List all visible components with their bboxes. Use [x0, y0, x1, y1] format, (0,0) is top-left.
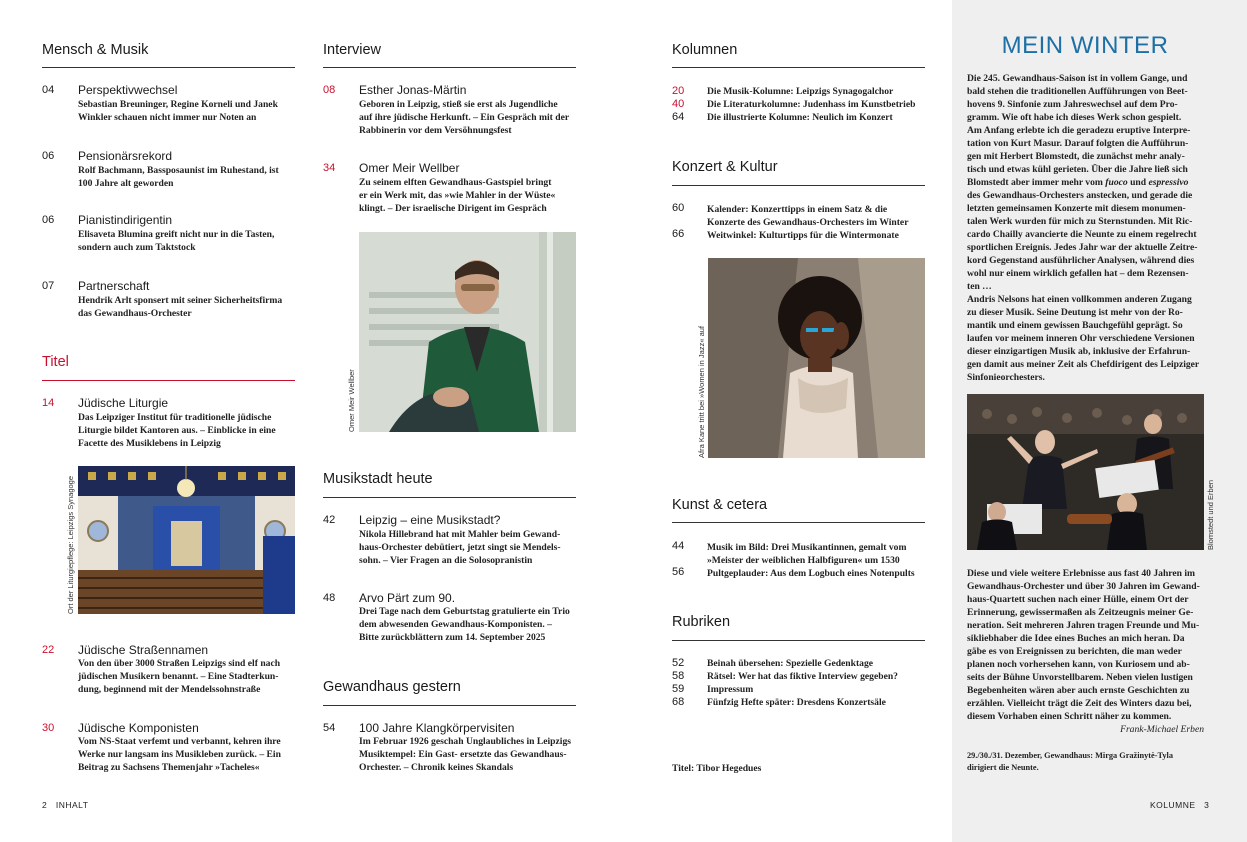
concert-note: 29./30./31. Dezember, Gewandhaus: Mirga Gražinytė-Tyla dirigiert die Neunte. [967, 751, 1174, 772]
page-number: 07 [42, 280, 55, 292]
column-text-part2: Diese und viele weitere Erlebnisse aus fast 40 Jahren im Gewandhaus-Orchester und über 30 Jahren im Gewand- haus-Quartett suchen nach einer Hülle, einem Ort der Erinnerung, gewissermaßen als Zeitzeugnis meiner Ge- neration. Seit mehreren Jahren tragen Freunde und Mu- sikliebhaber die Idee eines Buches an mich heran. Da gäbe es von Ereignissen zu berichten, die man weder planen noch vorhersehen kann, von Kuriosem und ab- seits der Bühne Unvorstellbarem. Neben vielen lustigen Begebenheiten wären aber auch ernste Geschichten zu erzählen. Vielleicht trägt die Zeit des Winters dazu bei, diesem Vorhaben einen Schritt näher zu kommen. [967, 568, 1200, 722]
rubrik-entry: Impressum [707, 684, 754, 695]
section-heading-konzert-kultur: Konzert & Kultur [672, 159, 778, 175]
page-number: 22 [42, 644, 55, 656]
kolumne-entry: Die Literaturkolumne: Judenhass im Kunstbetrieb [707, 99, 916, 110]
article-title: Jüdische Komponisten [78, 721, 199, 735]
article-desc: Zu seinem elften Gewandhaus-Gastspiel bringt er ein Werk mit, das »wie Mahler in der Wüste« klingt. – Der israelische Dirigent im Gespräch [359, 177, 556, 214]
folio-label: INHALT [55, 800, 89, 810]
folio-number: 2 [42, 800, 48, 810]
article-desc: Hendrik Arlt sponsert mit seiner Sicherheitsfirma das Gewandhaus-Orchester [78, 295, 283, 319]
page-number: 56 [672, 566, 685, 578]
section-rule [323, 705, 576, 706]
article-title: Omer Meir Wellber [359, 161, 460, 175]
article-title: Esther Jonas-Märtin [359, 83, 467, 97]
section-heading-kunst-cetera: Kunst & cetera [672, 497, 768, 513]
page-number: 04 [42, 84, 55, 96]
page-number: 20 [672, 85, 685, 97]
section-heading-titel: Titel [42, 354, 69, 370]
article-title: Perspektivwechsel [78, 83, 178, 97]
section-heading-musikstadt: Musikstadt heute [323, 471, 433, 487]
section-rule [323, 67, 576, 68]
rubrik-entry: Rätsel: Wer hat das fiktive Interview gegeben? [707, 671, 898, 682]
section-rule [672, 640, 925, 641]
konzert-entry: Kalender: Konzerttipps in einem Satz & die Konzerte des Gewandhaus-Orchesters im Winter [707, 204, 909, 228]
section-rule [42, 67, 295, 68]
column-sidebar-mein-winter [952, 0, 1247, 842]
page-number: 14 [42, 397, 55, 409]
synagogue-photo [78, 466, 295, 614]
article-desc: Das Leipziger Institut für traditionelle jüdische Liturgie bildet Kantoren aus. – Einblicke in eine Facette des Musiklebens in Leipzig [78, 412, 276, 449]
column-author: Frank-Michael Erben [1120, 724, 1204, 735]
folio-left [42, 800, 88, 810]
page-number: 34 [323, 162, 336, 174]
article-title: Partnerschaft [78, 279, 150, 293]
section-rule [323, 497, 576, 498]
photo-caption: Afra Kane tritt bei »Women in Jazz« auf [697, 325, 706, 458]
photo-caption: Blomstedt und Erben [1206, 479, 1215, 550]
article-desc: Sebastian Breuninger, Regine Korneli und Janek Winkler schauen nicht immer nur Noten an [78, 99, 278, 123]
konzert-entry: Weitwinkel: Kulturtipps für die Wintermonate [707, 230, 899, 241]
kolumne-entry: Die illustrierte Kolumne: Neulich im Konzert [707, 112, 893, 123]
page-number: 08 [323, 84, 336, 96]
article-title: Pensionärsrekord [78, 149, 173, 163]
page-number: 42 [323, 514, 336, 526]
page-number: 64 [672, 111, 685, 123]
page-number: 60 [672, 202, 685, 214]
page-number: 40 [672, 98, 685, 110]
section-heading-rubriken: Rubriken [672, 614, 731, 630]
article-desc: Vom NS-Staat verfemt und verbannt, kehren ihre Werke nur langsam ins Musikleben zurück. – Ein Beitrag zu Sachsens Themenjahr »Tacheles« [78, 736, 281, 773]
photo-caption: Omer Meir Wellber [347, 369, 356, 432]
article-title: Jüdische Straßennamen [78, 643, 209, 657]
folio-label: KOLUMNE [1150, 800, 1196, 810]
kunst-entry: Pultgeplauder: Aus dem Logbuch eines Notenpults [707, 568, 915, 579]
article-title: Jüdische Liturgie [78, 396, 169, 410]
article-desc: Geboren in Leipzig, stieß sie erst als Jugendliche auf ihre jüdische Herkunft. – Ein Gespräch mit der Rabbinerin vor dem Versöhnungsfest [359, 99, 570, 136]
section-heading-interview: Interview [323, 42, 382, 58]
column-title: MEIN WINTER [1001, 32, 1169, 59]
section-heading-kolumnen: Kolumnen [672, 42, 738, 58]
article-title: 100 Jahre Klangkörpervisiten [359, 721, 515, 735]
portrait-photo-kane [708, 258, 925, 458]
article-desc: Elisaveta Blumina greift nicht nur in die Tasten, sondern auch zum Taktstock [78, 229, 275, 253]
column-text-part1: Die 245. Gewandhaus-Saison ist in vollem Gange, und bald stehen die traditionellen Aufführungen von Beet- hovens 9. Sinfonie zum Jahreswechsel auf dem Pro- gramm. Wie oft habe ich dieses Werk schon gespielt. Am Anfang erlebte ich die geradezu eruptive Interpre- tation von Kurt Masur. Darauf folgten die Aufführun- gen mit Herbert Blomstedt, die zunächst mehr analy- tisch und etwas kühl gerieten. Über die Jahre ließ sich Blomstedt aber immer mehr vom fuoco und espressivo des Gewandhaus-Orchesters anstecken, und gerade die letzten gemeinsamen Konzerte mit diesem monumen- talen Werk wurden für mich zu Sternstunden. Mit Ric- cardo Chailly avancierte die Neunte zu einem regelrecht sportlichen Ereignis. Jedes Jahr war der aktuelle Zeitre- kord Gegenstand ausführlicher Analysen, während dies wohl nur einem wirklich gefallen hat – dem Rezensen- ten … Andris Nelsons hat einen vollkommen anderen Zugang zu dieser Musik. Seine Deutung ist mehr von der Ro- mantik und einem gewissen Bauchgefühl geprägt. So laufen vor meinem inneren Ohr verschiedene Versionen dieser einzigartigen Musik ab, inklusive der Erfahrun- gen damit aus meiner Zeit als Chefdirigent des Leipziger Sinfonieorchesters. [967, 73, 1200, 383]
page-number: 48 [323, 592, 336, 604]
section-heading-gewandhaus-gestern: Gewandhaus gestern [323, 679, 461, 695]
kunst-entry: Musik im Bild: Drei Musikantinnen, gemalt vom »Meister der weiblichen Halbfiguren« um 1530 [707, 542, 907, 566]
page-number: 66 [672, 228, 685, 240]
page-number: 68 [672, 696, 685, 708]
cover-credit: Titel: Tibor Hegedues [672, 763, 762, 774]
page-number: 06 [42, 150, 55, 162]
section-heading-mensch-musik: Mensch & Musik [42, 42, 149, 58]
section-rule [42, 380, 295, 381]
article-desc: Nikola Hillebrand hat mit Mahler beim Gewand- haus-Orchester debütiert, jetzt singt sie Mendels- sohn. – Vier Fragen an die Solosopranistin [359, 529, 561, 566]
folio-right [1150, 800, 1209, 810]
portrait-photo-wellber [359, 232, 576, 432]
rubrik-entry: Beinah übersehen: Spezielle Gedenktage [707, 658, 874, 669]
article-desc: Von den über 3000 Straßen Leipzigs sind elf nach jüdischen Musikern benannt. – Eine Stadterkun- dung, beginnend mit der Mendelssohnstraße [78, 658, 281, 695]
article-title: Leipzig – eine Musikstadt? [359, 513, 501, 527]
article-desc: Rolf Bachmann, Bassposaunist im Ruhestand, ist 100 Jahre alt geworden [78, 165, 279, 189]
page-number: 58 [672, 670, 685, 682]
page-number: 30 [42, 722, 55, 734]
page-number: 59 [672, 683, 685, 695]
article-desc: Im Februar 1926 geschah Unglaubliches in Leipzigs Musiktempel: Ein Gast- ersetzte das Gewandhaus- Orchester. – Chronik keines Skandals [359, 736, 571, 773]
concert-photo [967, 394, 1204, 550]
page-number: 06 [42, 214, 55, 226]
article-title: Pianistindirigentin [78, 213, 173, 227]
article-title: Arvo Pärt zum 90. [359, 591, 456, 605]
page-number: 52 [672, 657, 685, 669]
section-rule [672, 185, 925, 186]
page-number: 54 [323, 722, 336, 734]
page-number: 44 [672, 540, 685, 552]
rubrik-entry: Fünfzig Hefte später: Dresdens Konzertsäle [707, 697, 886, 708]
section-rule [672, 67, 925, 68]
article-desc: Drei Tage nach dem Geburtstag gratulierte ein Trio dem abwesenden Gewandhaus-Komponisten. – Bitte zurückblättern zum 14. September 2025 [359, 606, 570, 643]
photo-caption: Ort der Liturgiepflege: Leipzigs Synagoge [66, 475, 75, 614]
folio-number: 3 [1204, 800, 1210, 810]
kolumne-entry: Die Musik-Kolumne: Leipzigs Synagogalchor [707, 86, 894, 97]
section-rule [672, 522, 925, 523]
